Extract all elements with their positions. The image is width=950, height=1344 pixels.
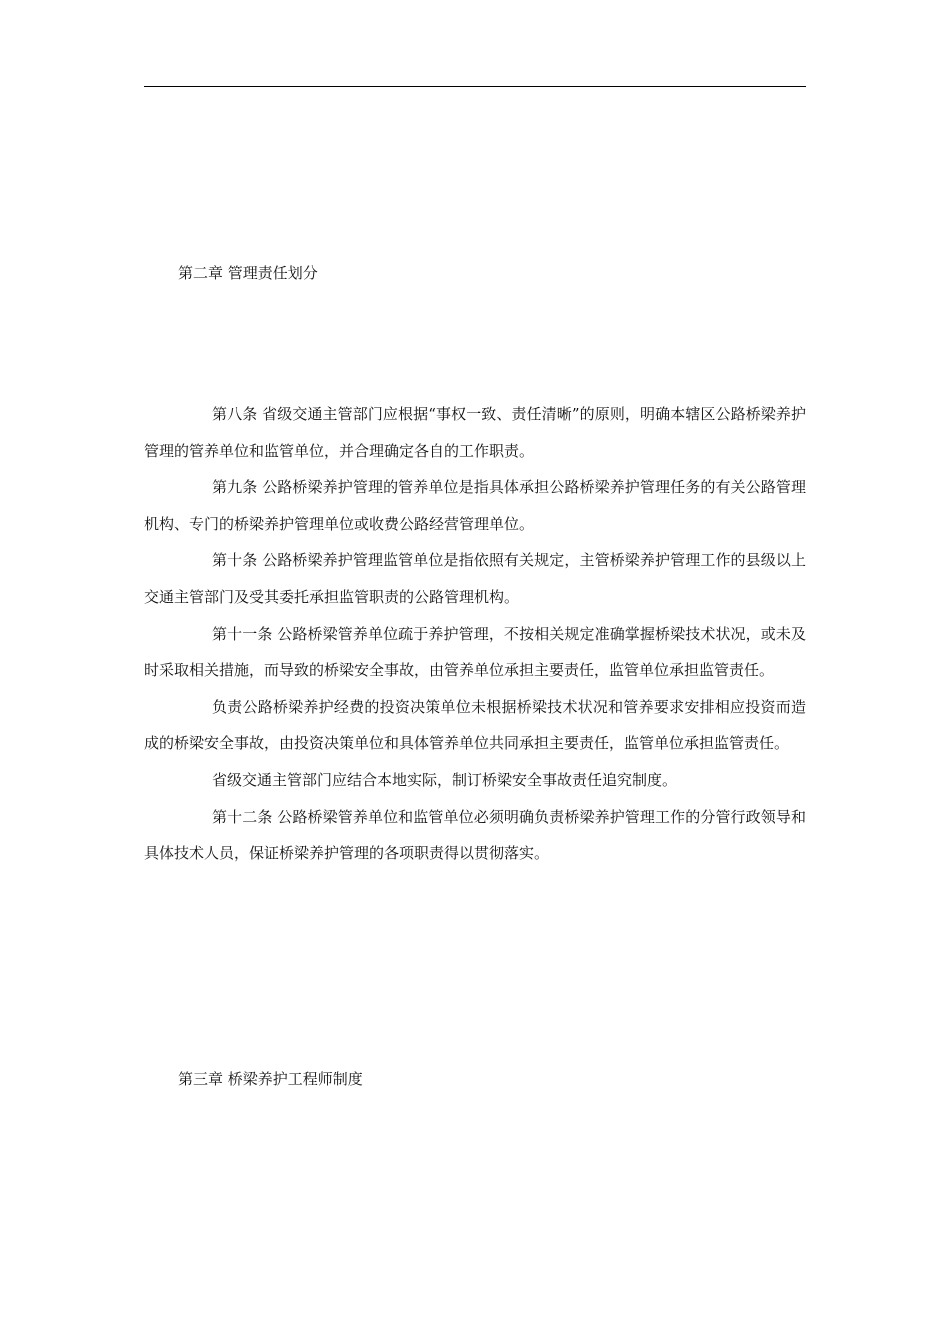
chapter-3-heading: 第三章 桥梁养护工程师制度 (178, 1070, 363, 1088)
document-body (144, 396, 806, 872)
article-10-paragraph: 第十条 公路桥梁养护管理监管单位是指依照有关规定，主管桥梁养护管理工作的县级以上交通主管部门及受其委托承担监管职责的公路管理机构。 (144, 551, 806, 606)
article-8-paragraph: 第八条 省级交通主管部门应根据“事权一致、责任清晰”的原则，明确本辖区公路桥梁养护管理的管养单位和监管单位，并合理确定各自的工作职责。 (144, 405, 806, 460)
investment-responsibility-paragraph: 负责公路桥梁养护经费的投资决策单位未根据桥梁技术状况和管养要求安排相应投资而造成的桥梁安全事故，由投资决策单位和具体管养单位共同承担主要责任，监管单位承担监管责任。 (144, 697, 806, 753)
header-rule (144, 86, 806, 87)
article-11-paragraph: 第十一条 公路桥梁管养单位疏于养护管理，不按相关规定准确掌握桥梁技术状况，或未及时采取相关措施，而导致的桥梁安全事故，由管养单位承担主要责任，监管单位承担监管责任。 (144, 624, 806, 680)
article-12-paragraph: 第十二条 公路桥梁管养单位和监管单位必须明确负责桥梁养护管理工作的分管行政领导和具体技术人员，保证桥梁养护管理的各项职责得以贯彻落实。 (144, 807, 806, 863)
chapter-2-heading: 第二章 管理责任划分 (178, 264, 318, 282)
accountability-system-paragraph: 省级交通主管部门应结合本地实际，制订桥梁安全事故责任追究制度。 (212, 770, 678, 789)
article-9-paragraph: 第九条 公路桥梁养护管理的管养单位是指具体承担公路桥梁养护管理任务的有关公路管理机构、专门的桥梁养护管理单位或收费公路经营管理单位。 (144, 478, 806, 533)
